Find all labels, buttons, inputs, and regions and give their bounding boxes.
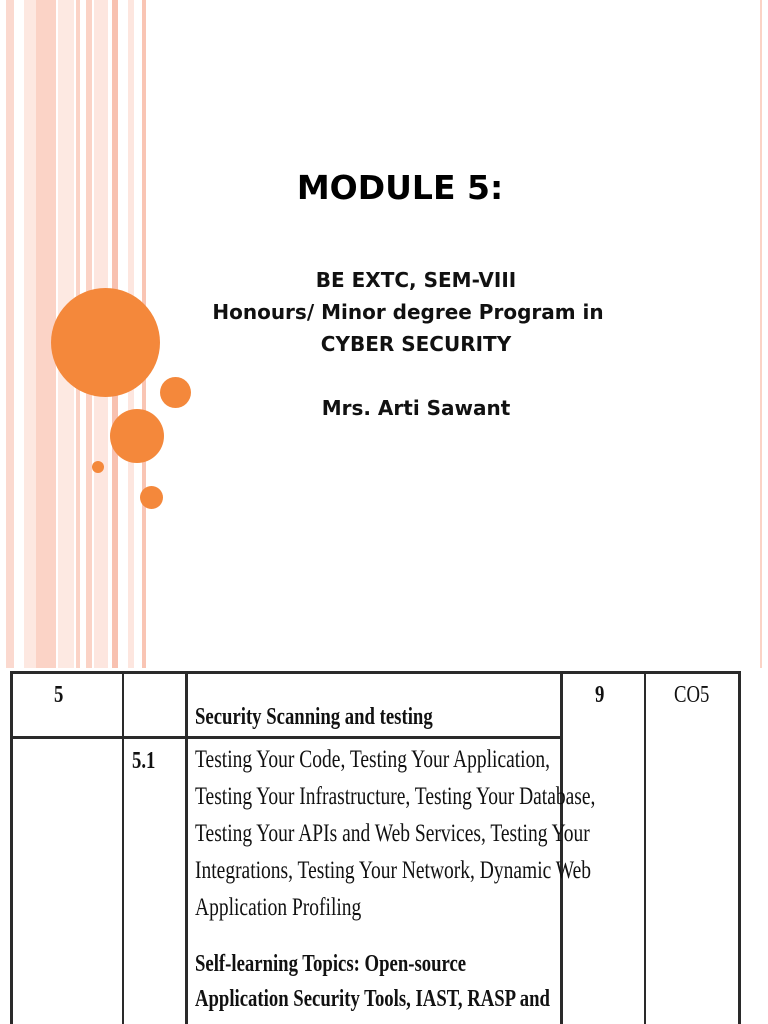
author-name: Mrs. Arti Sawant [321, 396, 511, 420]
table-border-top [10, 671, 740, 674]
table-col-divider [185, 671, 188, 1024]
table-row-divider [10, 736, 562, 739]
small-circle [140, 486, 163, 509]
table-col-divider [122, 671, 124, 1024]
table-border-right [738, 671, 741, 1024]
topic-line: Testing Your Infrastructure, Testing Your Database, [195, 783, 596, 810]
topic-line: Application Profiling [195, 894, 362, 921]
topic-line: Testing Your APIs and Web Services, Testing Your [195, 820, 590, 847]
course-outcome: CO5 [674, 682, 710, 708]
program-line-3: CYBER SECURITY [320, 332, 512, 356]
topic-line: Testing Your Code, Testing Your Application, [195, 746, 550, 773]
self-learning-line: Application Security Tools, IAST, RASP and [195, 986, 550, 1012]
topic-line: Integrations, Testing Your Network, Dynamic Web [195, 857, 592, 884]
subsection-number: 5.1 [132, 748, 156, 774]
syllabus-table [10, 668, 758, 1024]
module-title: MODULE 5: [296, 168, 504, 207]
tiny-circle [92, 461, 104, 473]
hours-value: 9 [595, 682, 605, 708]
module-number: 5 [54, 682, 64, 708]
table-col-divider [644, 671, 646, 1024]
table-border-left [10, 671, 13, 1024]
self-learning-line: Self-learning Topics: Open-source [195, 951, 467, 977]
program-line-2: Honours/ Minor degree Program in [212, 300, 604, 324]
module-heading: Security Scanning and testing [195, 704, 433, 730]
program-line-1: BE EXTC, SEM-VIII [315, 268, 517, 292]
